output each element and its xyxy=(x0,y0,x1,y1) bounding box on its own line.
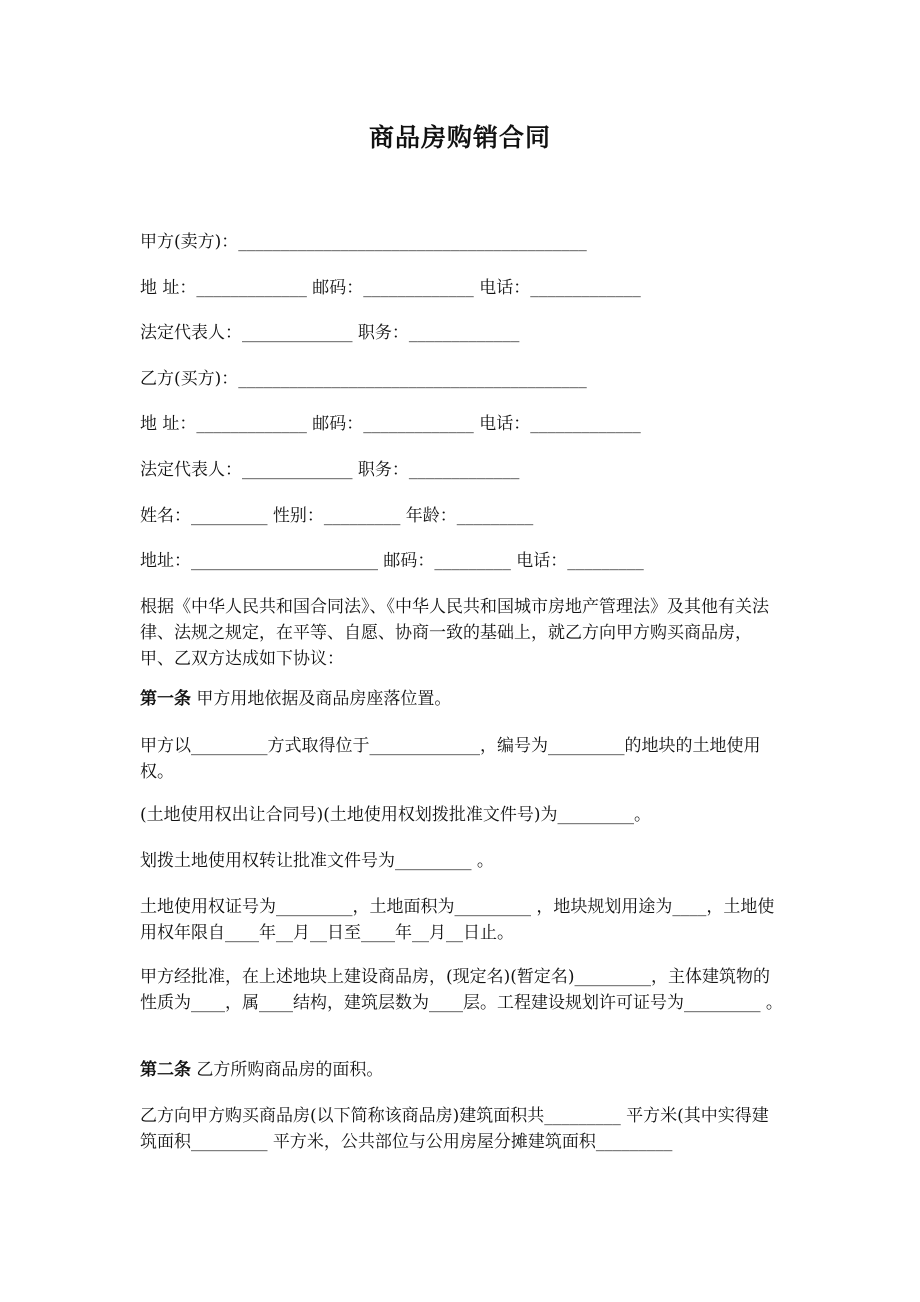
article-1-heading xyxy=(140,686,785,712)
article-2-paragraph-1: 乙方向甲方购买商品房(以下简称该商品房)建筑面积共_________ 平方米(其中实得建筑面积_________ 平方米，公共部位与公用房屋分摊建筑面积_________ xyxy=(140,1106,769,1152)
article-2-title: 乙方所购商品房的面积。 xyxy=(196,1060,384,1080)
article-1-paragraph-5: 甲方经批准，在上述地块上建设商品房，(现定名)(暂定名)_________，主体建筑物的性质为____，属____结构，建筑层数为____层。工程建设规划许可证号为_________ 。 xyxy=(140,967,783,1013)
article-1-title: 甲方用地依据及商品房座落位置。 xyxy=(196,689,452,709)
article-1-number: 第一条 xyxy=(140,689,191,709)
article-1-paragraph-2: (土地使用权出让合同号)(土地使用权划拨批准文件号)为_________。 xyxy=(140,805,652,825)
seller-address-line: 地 址：_____________ 邮码：_____________ 电话：_____________ xyxy=(140,278,641,298)
buyer-person-address-line: 地址：______________________ 邮码：_________ 电话：_________ xyxy=(140,551,644,571)
buyer-address-line: 地 址：_____________ 邮码：_____________ 电话：_____________ xyxy=(140,414,641,434)
document-title: 商品房购销合同 xyxy=(368,123,551,152)
article-1-paragraph-4: 土地使用权证号为_________，土地面积为_________ ，地块规划用途为____，土地使用权年限自____年__月__日至____年__月__日止。 xyxy=(140,897,775,943)
preamble-paragraph: 根据《中华人民共和国合同法》、《中华人民共和国城市房地产管理法》及其他有关法律、法规之规定，在平等、自愿、协商一致的基础上，就乙方向甲方购买商品房，甲、乙双方达成如下协议： xyxy=(140,597,769,669)
article-2-number: 第二条 xyxy=(140,1060,191,1080)
seller-line: 甲方(卖方)：_________________________________________ xyxy=(140,232,587,252)
buyer-line: 乙方(买方)：_________________________________________ xyxy=(140,369,587,389)
article-1-paragraph-3: 划拨土地使用权转让批准文件号为_________ 。 xyxy=(140,851,494,871)
seller-representative-line: 法定代表人：_____________ 职务：_____________ xyxy=(140,323,520,343)
article-1-paragraph-1: 甲方以_________方式取得位于_____________，编号为_________的地块的土地使用权。 xyxy=(140,736,761,782)
buyer-person-line: 姓名：_________ 性别：_________ 年龄：_________ xyxy=(140,506,534,526)
article-2-heading xyxy=(140,1057,785,1083)
buyer-representative-line: 法定代表人：_____________ 职务：_____________ xyxy=(140,460,520,480)
